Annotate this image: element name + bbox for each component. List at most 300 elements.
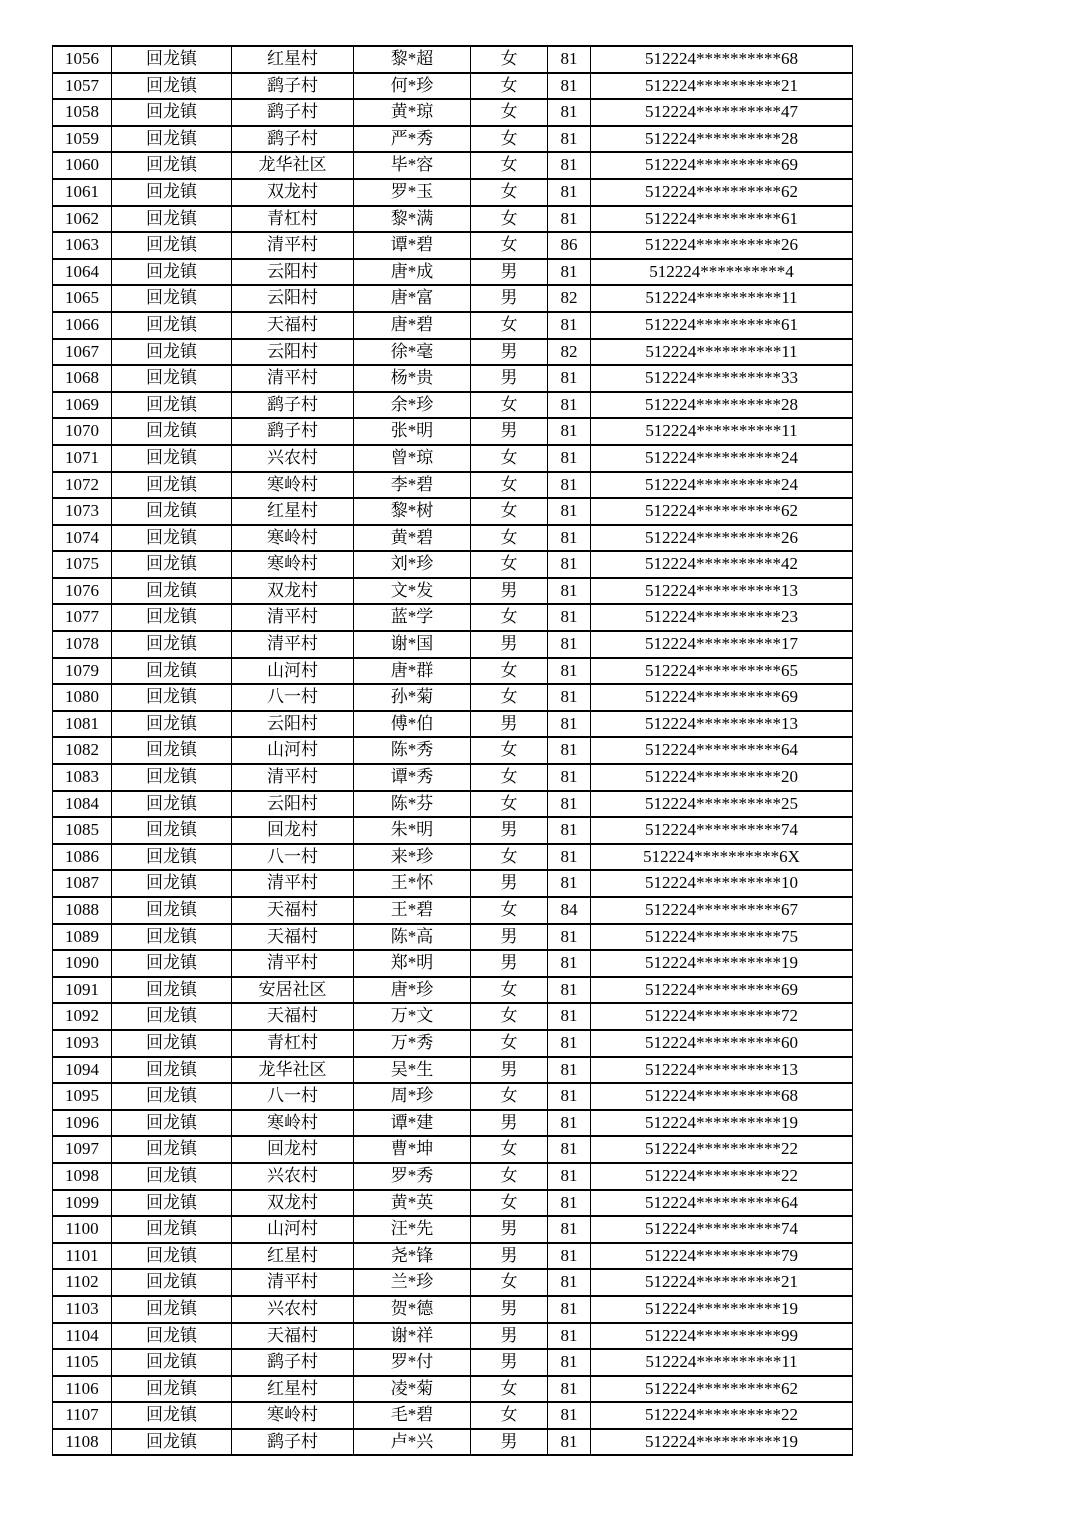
cell-id-number: 512224**********26: [591, 232, 853, 259]
cell-name: 李*碧: [354, 472, 471, 499]
cell-seq-number: 1085: [53, 817, 112, 844]
cell-id-number: 512224**********65: [591, 658, 853, 685]
cell-town: 回龙镇: [112, 1110, 232, 1137]
cell-gender: 男: [471, 870, 548, 897]
cell-id-number: 512224**********13: [591, 578, 853, 605]
table-row: [53, 365, 853, 392]
cell-village: 寒岭村: [232, 551, 354, 578]
cell-age: 81: [548, 817, 591, 844]
cell-village: 八一村: [232, 844, 354, 871]
cell-age: 81: [548, 870, 591, 897]
cell-town: 回龙镇: [112, 1190, 232, 1217]
table-row: [53, 525, 853, 552]
cell-id-number: 512224**********74: [591, 817, 853, 844]
cell-seq-number: 1086: [53, 844, 112, 871]
cell-village: 云阳村: [232, 711, 354, 738]
cell-village: 青杠村: [232, 1030, 354, 1057]
cell-name: 来*珍: [354, 844, 471, 871]
cell-id-number: 512224**********11: [591, 1349, 853, 1376]
cell-town: 回龙镇: [112, 897, 232, 924]
cell-village: 天福村: [232, 924, 354, 951]
cell-gender: 女: [471, 684, 548, 711]
cell-village: 云阳村: [232, 339, 354, 366]
cell-town: 回龙镇: [112, 764, 232, 791]
cell-name: 曾*琼: [354, 445, 471, 472]
table-row: [53, 1243, 853, 1270]
cell-town: 回龙镇: [112, 259, 232, 286]
cell-gender: 男: [471, 418, 548, 445]
cell-seq-number: 1058: [53, 99, 112, 126]
cell-gender: 女: [471, 844, 548, 871]
cell-name: 朱*明: [354, 817, 471, 844]
cell-village: 鹞子村: [232, 392, 354, 419]
cell-seq-number: 1104: [53, 1323, 112, 1350]
table-row: [53, 791, 853, 818]
cell-name: 黄*琼: [354, 99, 471, 126]
cell-seq-number: 1084: [53, 791, 112, 818]
cell-age: 81: [548, 1296, 591, 1323]
cell-id-number: 512224**********19: [591, 1429, 853, 1456]
cell-name: 万*秀: [354, 1030, 471, 1057]
cell-village: 鹞子村: [232, 99, 354, 126]
cell-seq-number: 1081: [53, 711, 112, 738]
cell-seq-number: 1093: [53, 1030, 112, 1057]
cell-name: 文*发: [354, 578, 471, 605]
cell-age: 81: [548, 1136, 591, 1163]
cell-town: 回龙镇: [112, 870, 232, 897]
cell-age: 81: [548, 924, 591, 951]
cell-village: 鹞子村: [232, 73, 354, 100]
cell-village: 兴农村: [232, 445, 354, 472]
cell-name: 陈*高: [354, 924, 471, 951]
table-row: [53, 1190, 853, 1217]
cell-gender: 女: [471, 1083, 548, 1110]
cell-gender: 女: [471, 73, 548, 100]
cell-age: 81: [548, 737, 591, 764]
cell-id-number: 512224**********4: [591, 259, 853, 286]
cell-seq-number: 1057: [53, 73, 112, 100]
table-row: [53, 232, 853, 259]
cell-town: 回龙镇: [112, 285, 232, 312]
cell-name: 刘*珍: [354, 551, 471, 578]
cell-name: 谢*国: [354, 631, 471, 658]
cell-age: 81: [548, 1030, 591, 1057]
cell-age: 81: [548, 418, 591, 445]
cell-id-number: 512224**********19: [591, 1296, 853, 1323]
cell-village: 云阳村: [232, 285, 354, 312]
cell-name: 徐*毫: [354, 339, 471, 366]
cell-town: 回龙镇: [112, 418, 232, 445]
table-row: [53, 817, 853, 844]
cell-village: 清平村: [232, 1269, 354, 1296]
cell-town: 回龙镇: [112, 1429, 232, 1456]
cell-name: 谢*祥: [354, 1323, 471, 1350]
cell-town: 回龙镇: [112, 1163, 232, 1190]
cell-id-number: 512224**********33: [591, 365, 853, 392]
table-row: [53, 46, 853, 73]
cell-id-number: 512224**********23: [591, 604, 853, 631]
cell-gender: 女: [471, 1136, 548, 1163]
cell-village: 鹞子村: [232, 1349, 354, 1376]
cell-town: 回龙镇: [112, 737, 232, 764]
cell-seq-number: 1099: [53, 1190, 112, 1217]
cell-village: 回龙村: [232, 817, 354, 844]
cell-gender: 男: [471, 1296, 548, 1323]
cell-age: 81: [548, 525, 591, 552]
table-row: [53, 259, 853, 286]
cell-name: 凌*菊: [354, 1376, 471, 1403]
table-row: [53, 551, 853, 578]
cell-name: 尧*锋: [354, 1243, 471, 1270]
cell-age: 82: [548, 339, 591, 366]
cell-age: 81: [548, 1057, 591, 1084]
cell-seq-number: 1056: [53, 46, 112, 73]
cell-name: 余*珍: [354, 392, 471, 419]
table-row: [53, 312, 853, 339]
cell-gender: 男: [471, 1243, 548, 1270]
cell-gender: 男: [471, 365, 548, 392]
cell-town: 回龙镇: [112, 1349, 232, 1376]
cell-town: 回龙镇: [112, 1296, 232, 1323]
cell-town: 回龙镇: [112, 445, 232, 472]
cell-age: 81: [548, 1110, 591, 1137]
cell-town: 回龙镇: [112, 1030, 232, 1057]
cell-age: 81: [548, 844, 591, 871]
cell-village: 天福村: [232, 1003, 354, 1030]
cell-gender: 男: [471, 1110, 548, 1137]
cell-id-number: 512224**********60: [591, 1030, 853, 1057]
cell-gender: 男: [471, 631, 548, 658]
cell-village: 兴农村: [232, 1296, 354, 1323]
table-row: [53, 1003, 853, 1030]
cell-town: 回龙镇: [112, 658, 232, 685]
cell-age: 86: [548, 232, 591, 259]
cell-seq-number: 1102: [53, 1269, 112, 1296]
cell-gender: 女: [471, 206, 548, 233]
cell-age: 81: [548, 950, 591, 977]
cell-town: 回龙镇: [112, 844, 232, 871]
cell-id-number: 512224**********61: [591, 312, 853, 339]
cell-age: 81: [548, 1243, 591, 1270]
cell-town: 回龙镇: [112, 1243, 232, 1270]
cell-age: 81: [548, 1349, 591, 1376]
cell-gender: 女: [471, 498, 548, 525]
cell-seq-number: 1105: [53, 1349, 112, 1376]
cell-gender: 女: [471, 604, 548, 631]
cell-age: 81: [548, 1269, 591, 1296]
table-row: [53, 1269, 853, 1296]
table-row: [53, 445, 853, 472]
cell-gender: 男: [471, 285, 548, 312]
cell-town: 回龙镇: [112, 924, 232, 951]
cell-seq-number: 1073: [53, 498, 112, 525]
cell-id-number: 512224**********62: [591, 1376, 853, 1403]
cell-seq-number: 1080: [53, 684, 112, 711]
cell-seq-number: 1071: [53, 445, 112, 472]
cell-gender: 女: [471, 1190, 548, 1217]
cell-town: 回龙镇: [112, 1003, 232, 1030]
table-row: [53, 1429, 853, 1456]
cell-seq-number: 1090: [53, 950, 112, 977]
cell-gender: 女: [471, 897, 548, 924]
cell-name: 杨*贵: [354, 365, 471, 392]
cell-seq-number: 1060: [53, 152, 112, 179]
cell-village: 红星村: [232, 1376, 354, 1403]
cell-name: 黎*超: [354, 46, 471, 73]
cell-age: 81: [548, 152, 591, 179]
cell-gender: 女: [471, 1376, 548, 1403]
cell-seq-number: 1089: [53, 924, 112, 951]
cell-age: 84: [548, 897, 591, 924]
cell-gender: 男: [471, 1349, 548, 1376]
cell-name: 郑*明: [354, 950, 471, 977]
cell-town: 回龙镇: [112, 684, 232, 711]
cell-id-number: 512224**********19: [591, 950, 853, 977]
table-row: [53, 737, 853, 764]
cell-age: 81: [548, 711, 591, 738]
cell-seq-number: 1100: [53, 1216, 112, 1243]
cell-village: 山河村: [232, 737, 354, 764]
cell-gender: 男: [471, 339, 548, 366]
cell-seq-number: 1107: [53, 1402, 112, 1429]
cell-id-number: 512224**********22: [591, 1402, 853, 1429]
cell-town: 回龙镇: [112, 1083, 232, 1110]
cell-village: 龙华社区: [232, 1057, 354, 1084]
cell-name: 万*文: [354, 1003, 471, 1030]
table-row: [53, 152, 853, 179]
table-row: [53, 764, 853, 791]
cell-town: 回龙镇: [112, 977, 232, 1004]
cell-town: 回龙镇: [112, 206, 232, 233]
cell-age: 81: [548, 1003, 591, 1030]
cell-seq-number: 1095: [53, 1083, 112, 1110]
table-row: [53, 1163, 853, 1190]
table-row: [53, 472, 853, 499]
cell-village: 八一村: [232, 1083, 354, 1110]
cell-village: 清平村: [232, 950, 354, 977]
cell-name: 周*珍: [354, 1083, 471, 1110]
cell-age: 81: [548, 977, 591, 1004]
cell-town: 回龙镇: [112, 817, 232, 844]
cell-seq-number: 1078: [53, 631, 112, 658]
cell-name: 何*珍: [354, 73, 471, 100]
cell-age: 81: [548, 312, 591, 339]
cell-age: 81: [548, 1190, 591, 1217]
cell-town: 回龙镇: [112, 498, 232, 525]
table-row: [53, 658, 853, 685]
table-row: [53, 179, 853, 206]
cell-name: 罗*秀: [354, 1163, 471, 1190]
cell-seq-number: 1061: [53, 179, 112, 206]
cell-gender: 男: [471, 1429, 548, 1456]
table-row: [53, 1030, 853, 1057]
cell-gender: 女: [471, 46, 548, 73]
table-row: [53, 897, 853, 924]
table-row: [53, 126, 853, 153]
cell-village: 清平村: [232, 232, 354, 259]
cell-village: 天福村: [232, 1323, 354, 1350]
cell-town: 回龙镇: [112, 711, 232, 738]
cell-gender: 女: [471, 1269, 548, 1296]
cell-gender: 女: [471, 445, 548, 472]
cell-seq-number: 1106: [53, 1376, 112, 1403]
cell-gender: 女: [471, 99, 548, 126]
cell-name: 唐*成: [354, 259, 471, 286]
cell-seq-number: 1067: [53, 339, 112, 366]
cell-seq-number: 1063: [53, 232, 112, 259]
table-row: [53, 1349, 853, 1376]
cell-gender: 女: [471, 392, 548, 419]
cell-gender: 男: [471, 578, 548, 605]
table-row: [53, 711, 853, 738]
cell-village: 天福村: [232, 897, 354, 924]
cell-village: 鹞子村: [232, 418, 354, 445]
cell-gender: 女: [471, 764, 548, 791]
cell-age: 81: [548, 392, 591, 419]
cell-gender: 男: [471, 259, 548, 286]
cell-id-number: 512224**********28: [591, 126, 853, 153]
cell-age: 81: [548, 578, 591, 605]
table-row: [53, 631, 853, 658]
cell-village: 天福村: [232, 312, 354, 339]
cell-town: 回龙镇: [112, 604, 232, 631]
table-row: [53, 950, 853, 977]
cell-age: 81: [548, 791, 591, 818]
cell-name: 陈*秀: [354, 737, 471, 764]
cell-gender: 女: [471, 525, 548, 552]
cell-seq-number: 1068: [53, 365, 112, 392]
cell-gender: 女: [471, 977, 548, 1004]
cell-town: 回龙镇: [112, 99, 232, 126]
cell-seq-number: 1098: [53, 1163, 112, 1190]
table-row: [53, 1136, 853, 1163]
cell-name: 王*碧: [354, 897, 471, 924]
cell-id-number: 512224**********75: [591, 924, 853, 951]
cell-gender: 男: [471, 924, 548, 951]
cell-gender: 男: [471, 1323, 548, 1350]
cell-village: 回龙村: [232, 1136, 354, 1163]
cell-id-number: 512224**********68: [591, 46, 853, 73]
cell-town: 回龙镇: [112, 73, 232, 100]
cell-gender: 男: [471, 1216, 548, 1243]
cell-age: 81: [548, 1083, 591, 1110]
cell-gender: 女: [471, 551, 548, 578]
cell-gender: 女: [471, 737, 548, 764]
cell-town: 回龙镇: [112, 551, 232, 578]
cell-town: 回龙镇: [112, 152, 232, 179]
cell-town: 回龙镇: [112, 365, 232, 392]
cell-village: 云阳村: [232, 259, 354, 286]
cell-age: 81: [548, 206, 591, 233]
cell-id-number: 512224**********13: [591, 1057, 853, 1084]
cell-age: 81: [548, 764, 591, 791]
cell-id-number: 512224**********99: [591, 1323, 853, 1350]
cell-village: 红星村: [232, 498, 354, 525]
cell-gender: 女: [471, 179, 548, 206]
cell-village: 龙华社区: [232, 152, 354, 179]
cell-id-number: 512224**********22: [591, 1136, 853, 1163]
cell-id-number: 512224**********79: [591, 1243, 853, 1270]
cell-village: 青杠村: [232, 206, 354, 233]
cell-name: 张*明: [354, 418, 471, 445]
cell-village: 清平村: [232, 365, 354, 392]
cell-name: 毕*容: [354, 152, 471, 179]
cell-age: 81: [548, 179, 591, 206]
cell-id-number: 512224**********21: [591, 1269, 853, 1296]
cell-seq-number: 1087: [53, 870, 112, 897]
cell-age: 81: [548, 365, 591, 392]
cell-age: 81: [548, 1163, 591, 1190]
cell-id-number: 512224**********64: [591, 737, 853, 764]
cell-id-number: 512224**********61: [591, 206, 853, 233]
cell-seq-number: 1072: [53, 472, 112, 499]
cell-seq-number: 1070: [53, 418, 112, 445]
cell-seq-number: 1096: [53, 1110, 112, 1137]
cell-village: 鹞子村: [232, 126, 354, 153]
cell-town: 回龙镇: [112, 578, 232, 605]
table-row: [53, 99, 853, 126]
table-row: [53, 604, 853, 631]
table-row: [53, 1057, 853, 1084]
cell-seq-number: 1108: [53, 1429, 112, 1456]
cell-age: 81: [548, 684, 591, 711]
cell-id-number: 512224**********19: [591, 1110, 853, 1137]
cell-name: 谭*建: [354, 1110, 471, 1137]
cell-id-number: 512224**********10: [591, 870, 853, 897]
cell-id-number: 512224**********20: [591, 764, 853, 791]
cell-age: 81: [548, 99, 591, 126]
table-row: [53, 977, 853, 1004]
table-row: [53, 206, 853, 233]
cell-id-number: 512224**********17: [591, 631, 853, 658]
cell-town: 回龙镇: [112, 1269, 232, 1296]
cell-gender: 女: [471, 658, 548, 685]
table-body: [53, 46, 853, 1455]
cell-name: 谭*碧: [354, 232, 471, 259]
cell-age: 81: [548, 1376, 591, 1403]
cell-seq-number: 1074: [53, 525, 112, 552]
table-row: [53, 844, 853, 871]
table-row: [53, 1323, 853, 1350]
cell-seq-number: 1103: [53, 1296, 112, 1323]
cell-village: 寒岭村: [232, 1110, 354, 1137]
cell-village: 双龙村: [232, 578, 354, 605]
cell-seq-number: 1064: [53, 259, 112, 286]
cell-id-number: 512224**********11: [591, 418, 853, 445]
cell-name: 汪*先: [354, 1216, 471, 1243]
cell-id-number: 512224**********72: [591, 1003, 853, 1030]
table-row: [53, 578, 853, 605]
cell-age: 81: [548, 1323, 591, 1350]
cell-village: 安居社区: [232, 977, 354, 1004]
cell-village: 清平村: [232, 631, 354, 658]
cell-age: 81: [548, 498, 591, 525]
cell-name: 黄*英: [354, 1190, 471, 1217]
cell-town: 回龙镇: [112, 950, 232, 977]
cell-seq-number: 1066: [53, 312, 112, 339]
table-row: [53, 1083, 853, 1110]
table-row: [53, 418, 853, 445]
cell-village: 双龙村: [232, 1190, 354, 1217]
cell-id-number: 512224**********26: [591, 525, 853, 552]
cell-age: 81: [548, 1402, 591, 1429]
cell-village: 清平村: [232, 870, 354, 897]
cell-id-number: 512224**********47: [591, 99, 853, 126]
cell-town: 回龙镇: [112, 1216, 232, 1243]
cell-name: 贺*德: [354, 1296, 471, 1323]
cell-name: 陈*芬: [354, 791, 471, 818]
cell-gender: 女: [471, 472, 548, 499]
